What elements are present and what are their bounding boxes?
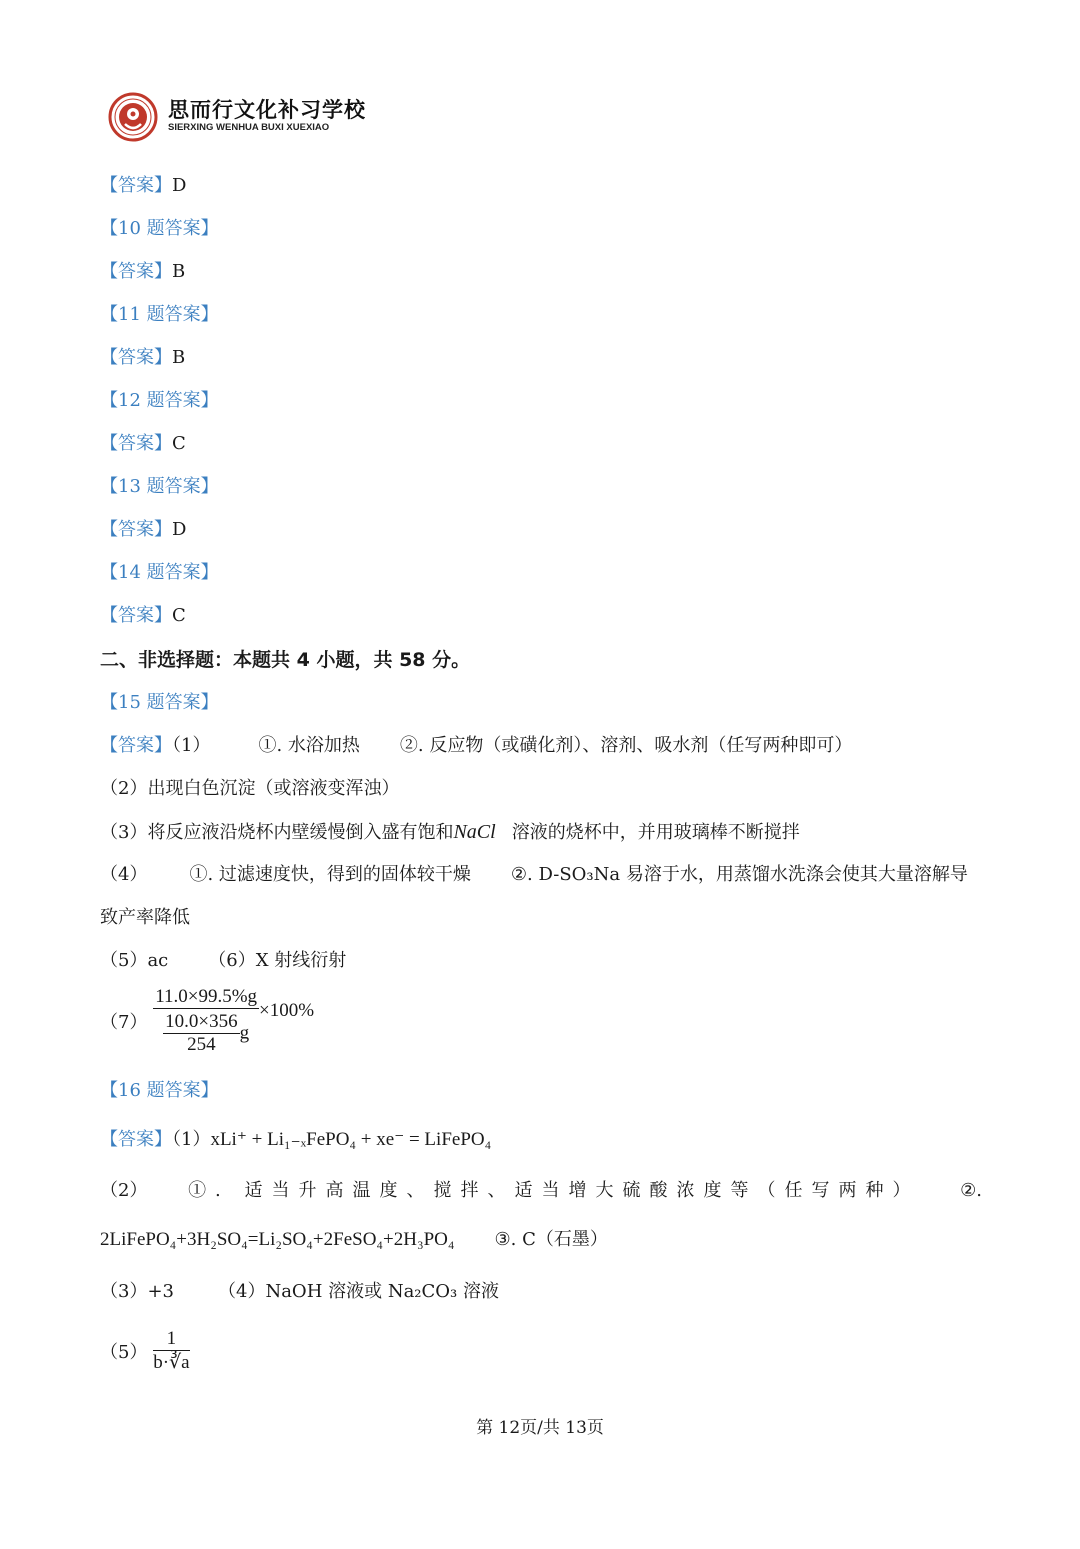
q16-part-5 — [100, 1328, 190, 1374]
yield-fraction — [153, 986, 259, 1056]
multiplier: ×100% — [259, 1000, 315, 1021]
q16-part-2 — [100, 1179, 982, 1203]
answer-tag: 【答案】 — [100, 347, 172, 368]
answer-value: B — [172, 261, 186, 282]
question-title: 【15 题答案】 — [100, 692, 219, 713]
part-label: （5） — [100, 1342, 148, 1363]
answer-tag: 【答案】 — [100, 735, 172, 756]
answer-value: B — [172, 347, 186, 368]
q16-part-1 — [100, 1128, 491, 1152]
answer-tag: 【答案】 — [100, 261, 172, 282]
question-title: 【10 题答案】 — [100, 218, 219, 239]
inner-fraction — [163, 1011, 239, 1056]
part-answer: （6）X 射线衍射 — [208, 950, 347, 971]
chem-formula: NaCl — [453, 821, 496, 843]
question-title: 【13 题答案】 — [100, 476, 219, 497]
inner-denominator: 254 — [187, 1034, 216, 1055]
school-logo — [108, 92, 366, 144]
answer-row — [100, 346, 185, 370]
q15-part-7 — [100, 986, 314, 1056]
part-answer: ①. 适当升高温度、搅拌、适当增大硫酸浓度等（任写两种） — [188, 1180, 920, 1201]
answer-tag: 【答案】 — [100, 605, 172, 626]
answer-row — [100, 260, 185, 284]
part-answer: ②. — [960, 1180, 982, 1201]
electrode-equation: xLi⁺ + Li₁₋ₓFePO₄ + xe⁻ = LiFePO₄ — [210, 1129, 492, 1150]
answer-fraction — [153, 1328, 189, 1374]
reaction-equation: 2LiFePO₄+3H₂SO₄=Li₂SO₄+2FeSO₄+2H₃PO₄ — [100, 1229, 455, 1250]
answer-tag: 【答案】 — [100, 1129, 172, 1150]
school-emblem-icon — [108, 92, 158, 142]
part-answer: （5）ac — [100, 950, 169, 971]
part-answer: （4）NaOH 溶液或 Na₂CO₃ 溶液 — [218, 1281, 499, 1302]
q15-part-4 — [100, 863, 968, 887]
inner-numerator: 10.0×356 — [165, 1011, 238, 1032]
answer-value: C — [172, 433, 186, 454]
answer-row — [100, 432, 186, 456]
part-answer: ②. D-SO₃Na 易溶于水，用蒸馏水洗涤会使其大量溶解导 — [510, 864, 968, 885]
part-label: （2） — [100, 1180, 148, 1201]
school-name-cn: 思而行文化补习学校 — [168, 98, 366, 122]
fraction-denominator: b·∛a — [153, 1352, 190, 1373]
part-answer: ③. C（石墨） — [494, 1229, 608, 1250]
answer-row — [100, 174, 186, 198]
answer-tag: 【答案】 — [100, 433, 172, 454]
q15-part-4-cont: 致产率降低 — [100, 907, 190, 928]
answer-value: C — [172, 605, 186, 626]
answer-tag: 【答案】 — [100, 175, 172, 196]
part-label: （1） — [172, 735, 211, 756]
school-name-en: SIERXING WENHUA BUXI XUEXIAO — [168, 122, 330, 133]
answer-tag: 【答案】 — [100, 519, 172, 540]
q15-part-1 — [100, 734, 852, 758]
question-title: 【16 题答案】 — [100, 1080, 219, 1101]
q16-part-3-4 — [100, 1280, 499, 1304]
answer-value: D — [172, 519, 187, 540]
part-answer: 溶液的烧杯中，并用玻璃棒不断搅拌 — [511, 822, 800, 843]
part-answer: ②. 反应物（或磺化剂）、溶剂、吸水剂（任写两种即可） — [399, 735, 853, 756]
answer-row — [100, 518, 186, 542]
answer-row — [100, 604, 186, 628]
q16-part-2-cont — [100, 1228, 608, 1252]
q15-part-2: （2）出现白色沉淀（或溶液变浑浊） — [100, 778, 400, 799]
fraction-numerator: 1 — [153, 1328, 189, 1351]
part-label: （4） — [100, 864, 148, 885]
part-answer: ①. 水浴加热 — [258, 735, 360, 756]
question-title: 【11 题答案】 — [100, 304, 219, 325]
part-label: （1） — [172, 1129, 211, 1150]
part-label: （7） — [100, 1012, 148, 1033]
page-number: 第 12页/共 13页 — [476, 1418, 604, 1438]
answer-value: D — [172, 175, 187, 196]
q15-part-3 — [100, 820, 800, 845]
section-heading: 二、非选择题：本题共 4 小题，共 58 分。 — [100, 649, 471, 671]
part-answer: （3）+3 — [100, 1281, 174, 1302]
fraction-numerator: 11.0×99.5%g — [155, 986, 258, 1007]
question-title: 【12 题答案】 — [100, 390, 219, 411]
unit: g — [239, 1022, 250, 1044]
part-answer: ①. 过滤速度快，得到的固体较干燥 — [189, 864, 471, 885]
q15-part-5-6 — [100, 949, 346, 973]
fraction-denominator — [153, 1009, 259, 1056]
question-title: 【14 题答案】 — [100, 562, 219, 583]
part-answer: （3）将反应液沿烧杯内壁缓慢倒入盛有饱和 — [100, 822, 454, 843]
